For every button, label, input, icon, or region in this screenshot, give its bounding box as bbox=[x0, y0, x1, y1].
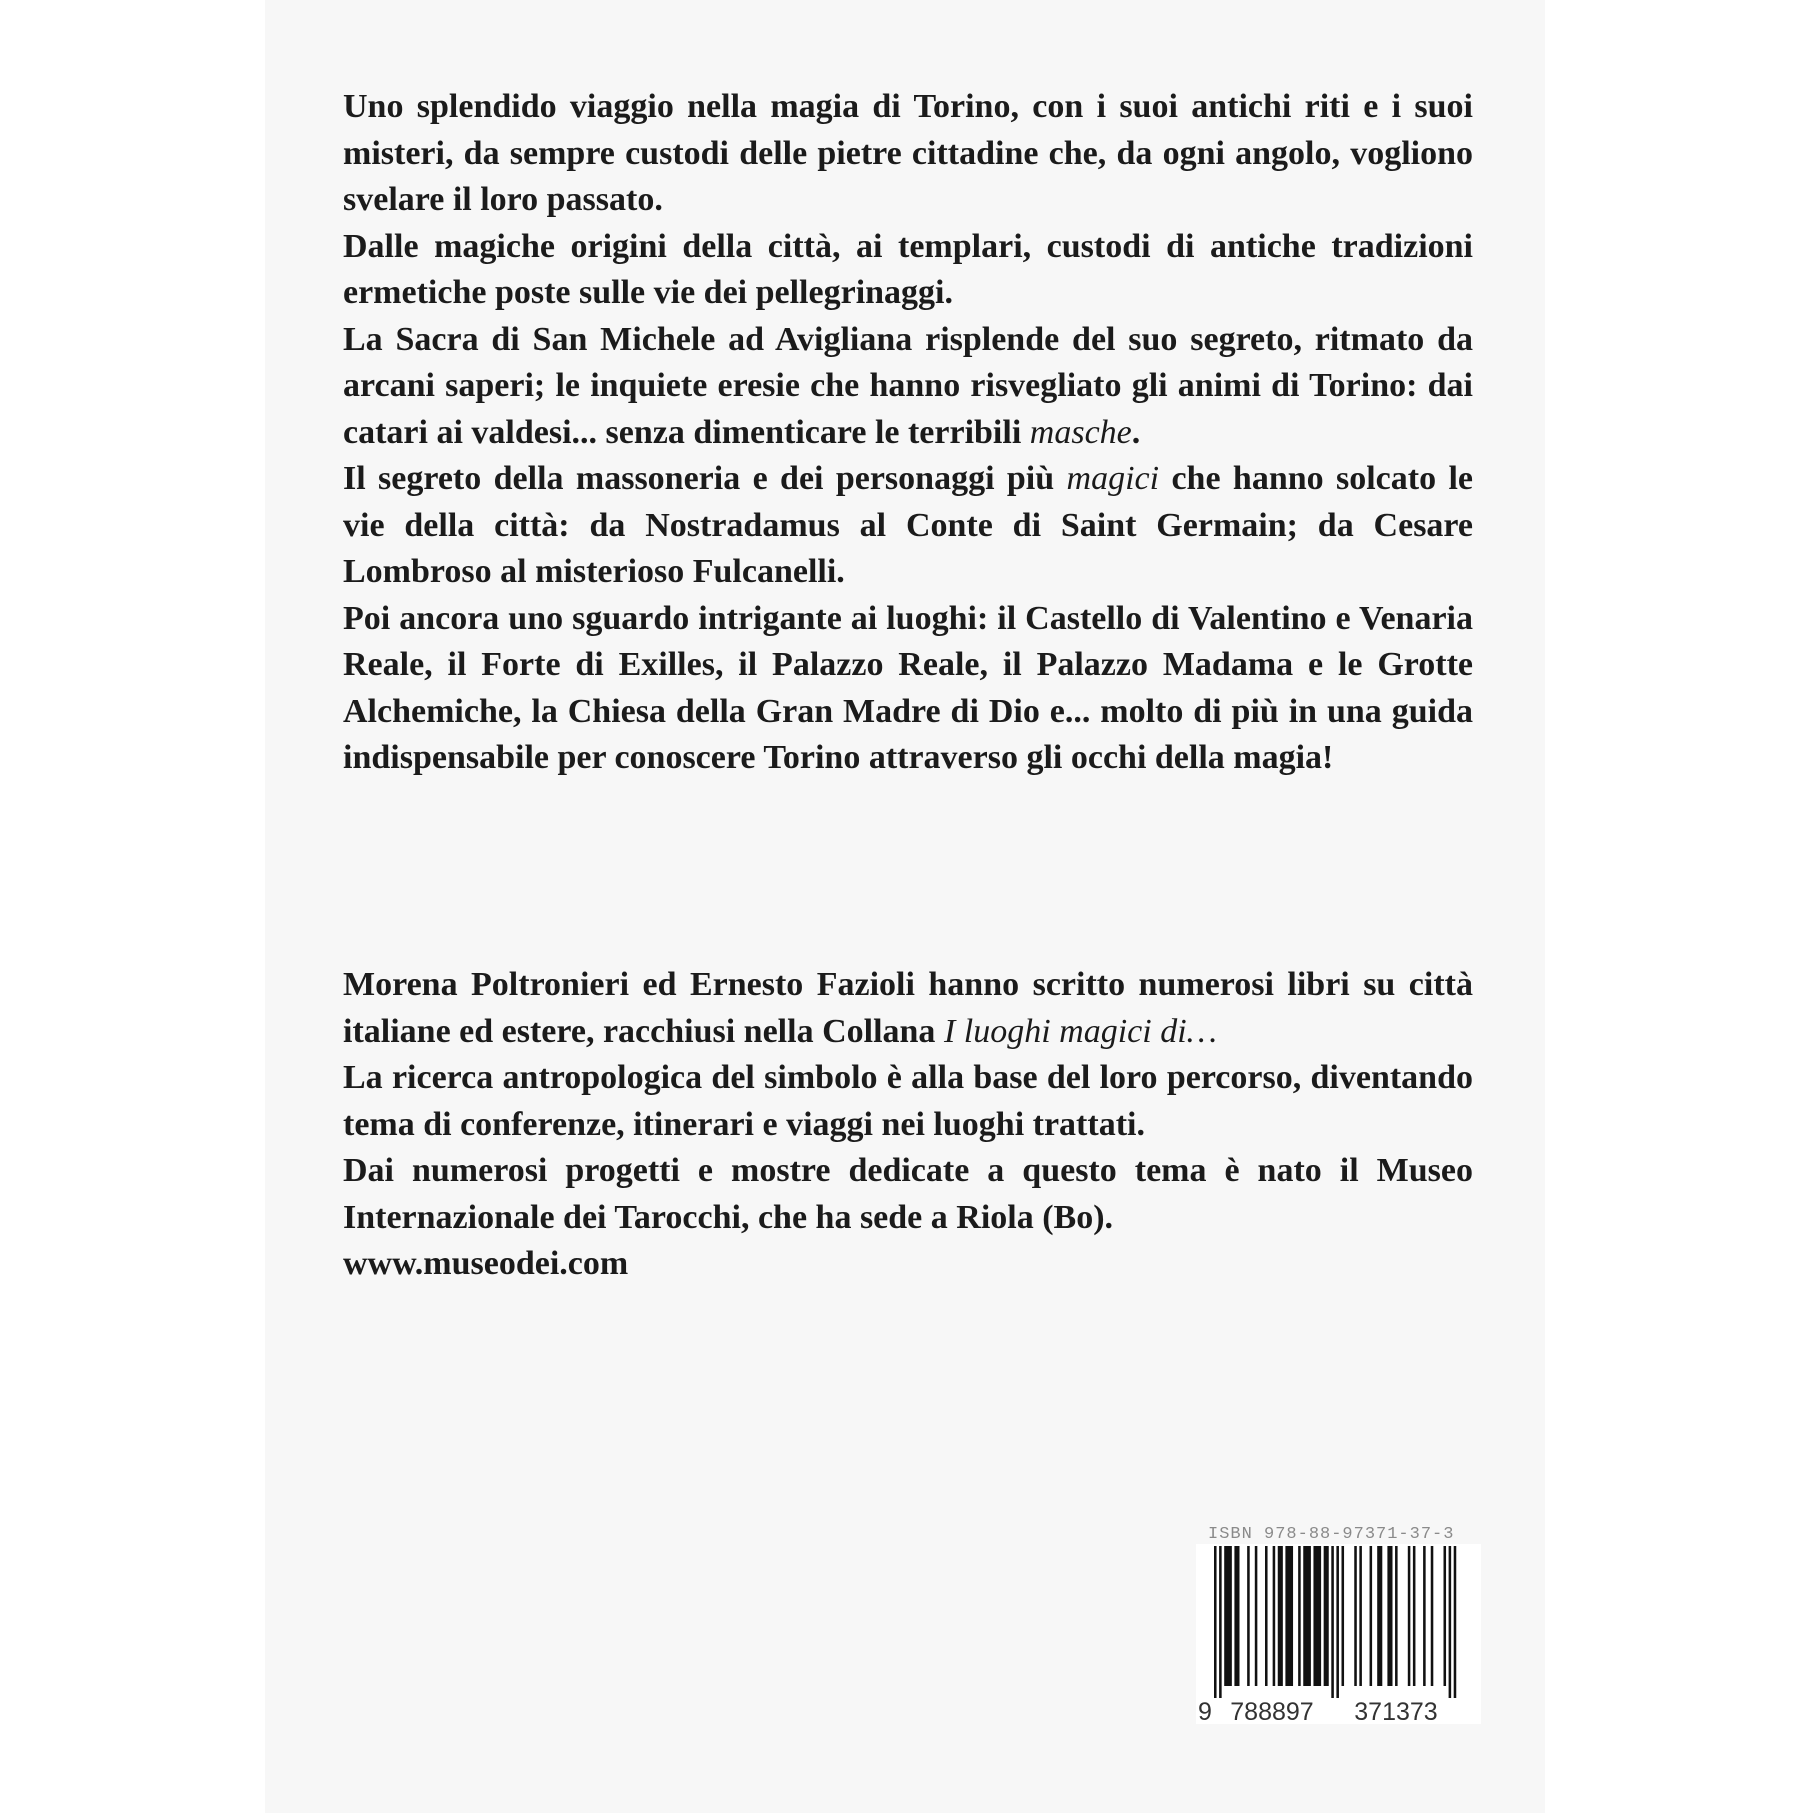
barcode-guard-bar bbox=[1219, 1546, 1222, 1698]
back-cover bbox=[265, 0, 1545, 1813]
barcode-bar bbox=[1273, 1546, 1276, 1686]
barcode-bar bbox=[1342, 1546, 1345, 1686]
authors-paragraph-2: La ricerca antropologica del simbolo è alla base del loro percorso, diventando tema di conferenze, itinerari e viaggi nei luoghi trattati. bbox=[343, 1059, 1473, 1143]
description-paragraph-3 bbox=[343, 317, 1473, 457]
barcode-bar bbox=[1387, 1546, 1392, 1686]
barcode-bar bbox=[1234, 1546, 1239, 1686]
barcode-bar bbox=[1354, 1546, 1357, 1686]
barcode-bar bbox=[1431, 1546, 1434, 1686]
series-title: I luoghi magici di… bbox=[943, 1012, 1217, 1050]
barcode-bar bbox=[1247, 1546, 1250, 1686]
description-paragraph-4-text: Il segreto della massoneria e dei personaggi più bbox=[343, 460, 1067, 497]
barcode-bar bbox=[1423, 1546, 1426, 1686]
barcode-left-digits: 788897 bbox=[1230, 1698, 1314, 1724]
barcode-bar bbox=[1298, 1546, 1301, 1686]
authors-paragraph-1 bbox=[343, 962, 1473, 1055]
authors-paragraph-1-text: Morena Poltronieri ed Ernesto Fazioli hanno scritto numerosi libri su città italiane ed estere, racchiusi nella Collana bbox=[343, 966, 1473, 1050]
barcode-bar bbox=[1359, 1546, 1362, 1686]
description-paragraph-4-end: che hanno solcato le vie della città: da Nostradamus al Conte di Saint Germain; da Cesare Lombroso al misterioso Fulcanelli. bbox=[343, 460, 1473, 590]
barcode-guard-bar bbox=[1449, 1546, 1452, 1698]
barcode-bar bbox=[1444, 1546, 1447, 1686]
description-paragraph-3-text: La Sacra di San Michele ad Avigliana risplende del suo segreto, ritmato da arcani saperi; le inquiete eresie che hanno risvegliato gli animi di Torino: dai catari ai valdesi... senza dimenticare le terribili bbox=[343, 320, 1473, 451]
authors-bio bbox=[343, 962, 1473, 1288]
barcode-guard-bar bbox=[1454, 1546, 1457, 1698]
barcode-bar bbox=[1265, 1546, 1268, 1686]
book-description bbox=[343, 84, 1473, 782]
barcode-bar bbox=[1370, 1546, 1373, 1686]
description-paragraph-1: Uno splendido viaggio nella magia di Torino, con i suoi antichi riti e i suoi misteri, da sempre custodi delle pietre cittadine che, da ogni angolo, vogliono svelare il loro passato. bbox=[343, 88, 1473, 218]
barcode-guard-bar bbox=[1331, 1546, 1334, 1698]
barcode-bar bbox=[1324, 1546, 1329, 1686]
barcode-bar bbox=[1285, 1546, 1293, 1686]
barcode-bar bbox=[1408, 1546, 1411, 1686]
barcode-bar bbox=[1278, 1546, 1283, 1686]
barcode-right-digits: 371373 bbox=[1354, 1698, 1438, 1724]
website-link[interactable]: www.museodei.com bbox=[343, 1245, 629, 1282]
barcode-first-digit: 9 bbox=[1198, 1698, 1212, 1724]
authors-paragraph-3: Dai numerosi progetti e mostre dedicate a questo tema è nato il Museo Internazionale dei Tarocchi, che ha sede a Riola (Bo). bbox=[343, 1152, 1473, 1236]
barcode-bar bbox=[1395, 1546, 1398, 1686]
barcode-bar bbox=[1313, 1546, 1321, 1686]
isbn-label: ISBN 978-88-97371-37-3 bbox=[1208, 1525, 1455, 1544]
barcode-bar bbox=[1255, 1546, 1258, 1686]
barcode-bar bbox=[1413, 1546, 1416, 1686]
description-paragraph-4-italic: magici bbox=[1066, 460, 1160, 497]
description-paragraph-5: Poi ancora uno sguardo intrigante ai luoghi: il Castello di Valentino e Venaria Reale, il Forte di Exilles, il Palazzo Reale, il Palazzo Madama e le Grotte Alchemiche, la Chiesa della Gran Madre di Dio e... molto di più in una guida indispensabile per conoscere Torino attraverso gli occhi della magia! bbox=[343, 599, 1473, 776]
barcode-bar bbox=[1377, 1546, 1382, 1686]
description-paragraph-2: Dalle magiche origini della città, ai templari, custodi di antiche tradizioni ermetiche poste sulle vie dei pellegrinaggi. bbox=[343, 227, 1473, 311]
barcode-guard-bar bbox=[1214, 1546, 1217, 1698]
barcode bbox=[1196, 1544, 1481, 1724]
barcode-bar bbox=[1224, 1546, 1232, 1686]
description-paragraph-3-end: . bbox=[1131, 413, 1141, 451]
barcode-guard-bar bbox=[1336, 1546, 1339, 1698]
description-paragraph-3-italic: masche bbox=[1029, 413, 1132, 451]
description-paragraph-4 bbox=[343, 456, 1473, 596]
barcode-bar bbox=[1303, 1546, 1311, 1686]
